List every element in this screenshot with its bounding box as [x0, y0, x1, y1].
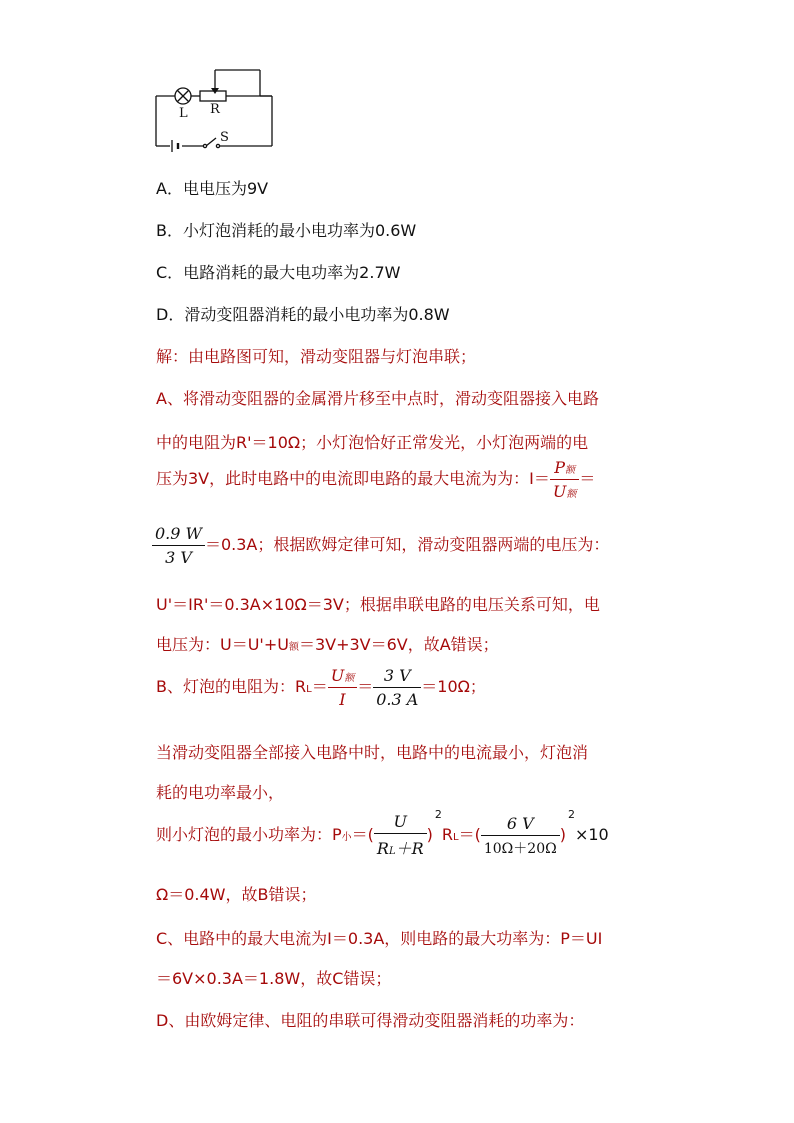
b-line1-eq2: ＝ — [357, 677, 374, 696]
b-line4-post: ×10 — [574, 825, 609, 844]
solution-d-line1: D、由欧姆定律、电阻的串联可得滑动变阻器消耗的功率为： — [156, 1011, 585, 1030]
solution-intro: 解：由电路图可知，滑动变阻器与灯泡串联； — [156, 347, 477, 366]
solution-a-line4 — [156, 524, 609, 567]
b-frac1-den: I — [328, 687, 357, 709]
b-line1-post: ＝10Ω； — [421, 677, 486, 696]
solution-a-line6 — [156, 632, 499, 655]
fraction-3v-over-03a — [373, 666, 421, 709]
a-line3-eq: ＝ — [579, 469, 596, 488]
solution-b-line5: Ω＝0.4W，故B错误； — [156, 885, 317, 904]
solution-a-line1: A、将滑动变阻器的金属滑片移至中点时，滑动变阻器接入电路 — [156, 389, 599, 408]
b-frac1-num — [328, 666, 357, 687]
solution-b-line2: 当滑动变阻器全部接入电路中时，电路中的电流最小，灯泡消 — [156, 743, 589, 762]
b-line1-sub: L — [306, 684, 312, 695]
a-line6-post: ＝3V+3V＝6V，故A错误； — [298, 635, 499, 654]
solution-b-line1 — [156, 666, 486, 709]
a-line4-text: ＝0.3A；根据欧姆定律可知，滑动变阻器两端的电压为： — [204, 535, 610, 554]
b-paren-close: ) — [426, 825, 433, 844]
a-line6-pre: 电压为：U＝U'+U — [156, 635, 289, 654]
b-line1-pre: B、灯泡的电阻为：R — [156, 677, 307, 696]
frac-num-p: P — [554, 458, 565, 477]
frac-den-u: U — [552, 482, 567, 501]
b-frac3-den-plus: ＋R — [395, 839, 424, 858]
a-line6-sub: 额 — [288, 642, 299, 653]
frac-num-sub: 额 — [564, 465, 575, 476]
option-d: D．滑动变阻器消耗的最小电功率为0.8W — [156, 305, 450, 324]
fraction-p-over-u — [550, 458, 579, 501]
lamp-label: L — [179, 106, 188, 121]
b-frac3-den — [374, 833, 427, 859]
frac-num — [550, 458, 579, 479]
b-line4-sub: 小 — [341, 832, 352, 843]
b-frac2-num: 3 V — [383, 666, 411, 685]
b-rl-sub: L — [453, 832, 459, 843]
option-a: A．电电压为9V — [156, 179, 269, 198]
circuit-diagram — [148, 66, 278, 158]
b-line1-eq: ＝ — [311, 677, 328, 696]
fraction-u-over-i — [328, 666, 357, 709]
b-line4-eq: ＝( — [351, 825, 374, 844]
b-frac4-den: 10Ω＋20Ω — [481, 835, 560, 858]
b-frac1-sub: 额 — [344, 673, 355, 684]
solution-a-line5: U'＝IR'＝0.3A×10Ω＝3V；根据串联电路的电压关系可知，电 — [156, 595, 600, 614]
solution-c-line2: ＝6V×0.3A＝1.8W，故C错误； — [156, 969, 392, 988]
frac-den-sub: 额 — [566, 489, 577, 500]
b-eq3: ＝( — [458, 825, 481, 844]
solution-a-line2: 中的电阻为R'＝10Ω；小灯泡恰好正常发光，小灯泡两端的电 — [156, 433, 589, 452]
b-rl: R — [441, 825, 454, 844]
solution-b-line4 — [156, 808, 609, 859]
frac2-den: 3 V — [152, 545, 205, 567]
solution-b-line3: 耗的电功率最小， — [156, 783, 285, 802]
b-frac3-den-sub: L — [388, 846, 396, 857]
b-frac4-num: 6 V — [506, 813, 534, 833]
b-frac3-num: U — [393, 812, 408, 831]
option-b: B．小灯泡消耗的最小电功率为0.6W — [156, 221, 417, 240]
fraction-power-over-voltage — [152, 524, 205, 567]
fraction-u-over-rl-plus-r — [374, 812, 427, 859]
b-square-2: 2 — [567, 808, 575, 821]
b-frac2-den: 0.3 A — [373, 687, 421, 709]
b-paren-close2: ) — [559, 825, 566, 844]
frac-den — [550, 479, 579, 501]
solution-a-line3 — [156, 458, 595, 501]
solution-c-line1: C、电路中的最大电流为I＝0.3A，则电路的最大功率为：P＝UI — [156, 929, 603, 948]
fraction-6v-over-sum — [481, 814, 560, 858]
switch-label: S — [220, 130, 229, 145]
b-square-1: 2 — [434, 808, 442, 821]
a-line3-text: 压为3V，此时电路中的电流即电路的最大电流为为：I＝ — [156, 469, 550, 488]
b-line4-pre: 则小灯泡的最小功率为：P — [156, 825, 342, 844]
b-frac1-u: U — [330, 666, 345, 685]
option-c: C．电路消耗的最大电功率为2.7W — [156, 263, 401, 282]
b-frac3-den-r: R — [376, 839, 389, 858]
rheostat-label: R — [210, 102, 220, 117]
frac2-num: 0.9 W — [155, 524, 202, 543]
